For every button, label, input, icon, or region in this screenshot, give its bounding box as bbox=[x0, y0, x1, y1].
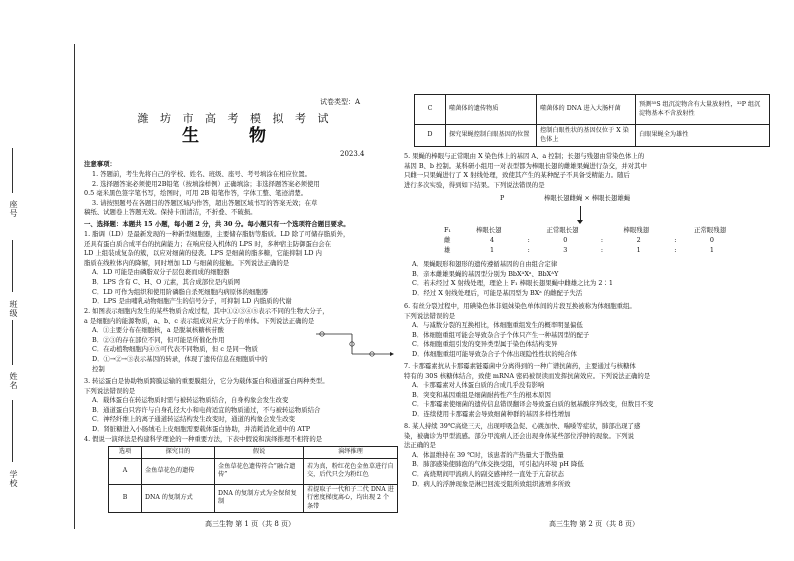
cross-column: 棒眼残翅 bbox=[623, 226, 650, 234]
ratio-value: 4 bbox=[490, 236, 495, 244]
table-cell: C bbox=[415, 95, 446, 125]
table-cell: 白眼果蝇全为雄性 bbox=[636, 125, 770, 147]
q1-stem-line: 还具有蛋白质合成平台的抗菌能力；在响应侵入机体的 LPS 时，多种宿主防御蛋白会在 bbox=[84, 239, 332, 248]
q2-option-d: D．①→②→③表示基因的转录，体现了遗传信息在细胞质中的 bbox=[92, 354, 268, 363]
q5-option-b: B．亲本雌雄果蝇的基因型分别为 BbXᴬXᵃ、BbXᴬY bbox=[412, 269, 559, 278]
q7-option-b: B．突变和基因重组是细菌耐药性产生的根本原因 bbox=[412, 390, 551, 399]
q6-option-d: D．体细胞重组可能导致杂合子个体出现隐性性状的纯合体 bbox=[412, 349, 577, 358]
notice-heading: 注意事项： bbox=[84, 160, 116, 168]
q3-option-b: B．通道蛋白只容许与自身孔径大小和电荷适宜的物质通过，不与被转运物质结合 bbox=[92, 405, 321, 414]
q3-stem-line: 下列说法错误的是 bbox=[84, 386, 136, 395]
question-7 bbox=[404, 362, 776, 420]
q5-option-c: C．若未经过 X 射线处理，理论上 F₁ 棒眼长翅果蝇中雌雄之比为 2∶1 bbox=[412, 279, 613, 288]
table-cell: B bbox=[109, 484, 142, 513]
question-6 bbox=[404, 302, 776, 360]
table-cell: 若提取子一代和子二代 DNA 进行密度梯度离心，均出现 2 个条带 bbox=[304, 484, 398, 513]
ratio-sep: : bbox=[600, 236, 604, 244]
cross-parents: 棒眼长翅雌蝇 × 棒眼长翅雄蝇 bbox=[544, 194, 631, 202]
q2-option-a: A．①主要分布在细胞核，a 是脱氧核糖核苷酸 bbox=[92, 326, 224, 335]
page-footer-1: 高三生物 第 1 页（共 8 页） bbox=[204, 520, 296, 528]
notice-item: 2. 选择题答案必须使用2B铅笔（按填涂样例）正确填涂；非选择题答案必须使用 bbox=[92, 179, 320, 188]
q1-option-a: A．LD 可能是由磷脂双分子层包裹而成的细胞器 bbox=[92, 268, 230, 277]
ratio-sep: : bbox=[600, 246, 604, 254]
cross-column: 棒眼长翅 bbox=[476, 226, 502, 234]
ratio-sep: : bbox=[527, 246, 530, 254]
q3-option-a: A．载体蛋白在转运物质时需与被转运物质结合，自身构象会发生改变 bbox=[92, 396, 289, 405]
q8-option-a: A．体温维持在 39 ℃时，该患者的产热量大于散热量 bbox=[412, 450, 564, 459]
cross-female-label: 雌 bbox=[444, 236, 451, 244]
notice-item: 3. 请按照题号在各题目的答题区域内作答，超出答题区域书写的答案无效；在草 bbox=[92, 198, 318, 207]
table-cell: A bbox=[109, 458, 142, 484]
table-cell: 噬菌体的遗传物质 bbox=[446, 95, 537, 125]
q6-stem-line: 6. 有丝分裂过程中，用碘染色体非姐妹染色单体间的片段互换被称为体细胞重组。 bbox=[404, 302, 636, 310]
table-cell: 金鱼草花色遗传符合“融合遗传” bbox=[215, 458, 304, 484]
table-cell: 噬菌体的 DNA 进入大肠杆菌 bbox=[537, 95, 636, 125]
q2-synthesis-diagram bbox=[312, 324, 396, 362]
cross-p-label: P bbox=[500, 194, 505, 202]
question-5 bbox=[404, 152, 776, 190]
q6-option-b: B．体细胞重组可能会导致杂合子个体只产生一种基因型的配子 bbox=[412, 330, 590, 339]
notice-list bbox=[84, 170, 398, 218]
q4-table-header bbox=[109, 447, 398, 459]
question-1 bbox=[84, 230, 400, 307]
q8-option-d: D．病人的浮肿现象是淋巴回流受阻所致组织液增多所致 bbox=[412, 479, 571, 488]
seat-label: 座号 bbox=[9, 200, 18, 218]
q1-stem-line: 脂质在线粒体内的降解，同时增加 LD 与细菌的接触。下列说法正确的是 bbox=[84, 258, 290, 267]
q5-option-d: D．经过 X 射线处理后，可能是基因型为 BXᵃ 的雌配子失活 bbox=[412, 288, 583, 297]
q6-option-a: A．与减数分裂的互换相比，体细胞重组发生的概率明显偏低 bbox=[412, 321, 583, 330]
q8-stem-line: 法正确的是 bbox=[404, 441, 436, 450]
subject-title: 生 物 bbox=[182, 126, 288, 146]
table-cell: DNA 的复制方式 bbox=[142, 484, 215, 513]
q2-option-c: C．在动植物细胞内④⑤可代表不同物质，但 c 是同一物质 bbox=[92, 345, 258, 354]
q6-stem-line: 下列说法错误的是 bbox=[404, 311, 456, 320]
q7-stem-line: 7. 卡那霉素抗从卡那霉素链霉菌中分离得到的一种广谱抗菌药，主要通过与核糖体 bbox=[404, 362, 636, 370]
table-cell: 若为真，粉红花色金鱼草进行自交，后代只会为粉红色 bbox=[304, 458, 398, 484]
table-cell: 控制白眼性状的基因仅位于 X 染色体上 bbox=[537, 125, 636, 147]
q4-header-cell: 探究目的 bbox=[142, 447, 215, 459]
ratio-value: 0 bbox=[709, 236, 714, 244]
ratio-value: 1 bbox=[636, 246, 641, 254]
table-row bbox=[109, 484, 398, 513]
q1-option-c: C．LD 可作为组织和使用阶磷脂自杀死细胞内病原体的细胞器 bbox=[92, 287, 269, 296]
q8-stem-line: 8. 某人持续 39℃高烧三天，出现呼吸急促、心跳加快、喘嗓等症状，肺部出现了感 bbox=[404, 422, 641, 430]
q1-stem-line: 1. 脂调（LD）是最新发现的一种新型细胞器，主要储存脂肪等脂质。LD 除了可储存脂质外， bbox=[84, 230, 350, 238]
notice-item: 稿纸、试题卷上答题无效。保持卡面清洁，不折叠、不破损。 bbox=[84, 208, 257, 217]
cross-f1-label: F₁ bbox=[444, 226, 451, 234]
q7-option-c: C．卡那霉素使细菌的遗传信息错误翻译会导致蛋白质的氨基酸序列改变，但数目不变 bbox=[412, 400, 654, 409]
cross-female-ratio bbox=[490, 236, 714, 246]
q8-stem-line: 染，被确诊为甲型流感。部分甲流病人还会出现身体某些部位浮肿的现象。下列说 bbox=[404, 431, 635, 440]
name-label: 姓名 bbox=[9, 372, 18, 390]
q7-option-a: A．卡那霉素对人体蛋白质的合成几乎没有影响 bbox=[412, 381, 545, 390]
table-cell: 金鱼草花色的遗传 bbox=[142, 458, 215, 484]
q4-table-continued bbox=[414, 94, 770, 147]
q4-header-cell: 演绎推理 bbox=[304, 447, 398, 459]
exam-type: 试卷类型：A bbox=[320, 98, 361, 106]
cross-column: 正常眼长翅 bbox=[546, 226, 579, 234]
ratio-value: 2 bbox=[636, 236, 641, 244]
q7-option-d: D．连续使用卡那霉素会导致细菌种群的基因多样性增加 bbox=[412, 409, 571, 418]
q5-cross-diagram bbox=[404, 194, 776, 258]
q1-stem-line: LD 上组装成复杂的簇，以应对细菌的侵袭。LPS 是细菌的脂多糖，它能抑制 LD 内 bbox=[84, 249, 322, 258]
q2-option-d-cont: 控制 bbox=[92, 364, 105, 373]
q5-stem-line: 只雌一只果蝇进行了 X 射线处理，致使其产生的某种配子不具备受精能力。随后 bbox=[404, 171, 630, 180]
q7-stem-line: 特有的 30S 核糖体结合，致使 mRNA 密码被误读而发挥抗菌效应。下列说法正确的是 bbox=[404, 371, 651, 380]
q5-option-a: A．果蝇眼形和翅形的遗传遵循基因的自由组合定律 bbox=[412, 260, 558, 268]
question-3 bbox=[84, 377, 400, 435]
class-blank bbox=[12, 240, 13, 292]
q5-stem-line: 进行多次实验，得到如下结果。下列说法错误的是 bbox=[404, 180, 545, 189]
q2-option-b: B．②③的存在部位不同，但可能是所催化作用 bbox=[92, 335, 225, 344]
name-blank bbox=[12, 320, 13, 365]
q8-option-b: B．肺部感染使肺泡的气体交换受阻，可引起内环境 pH 降低 bbox=[412, 460, 584, 469]
cross-male-label: 雄 bbox=[444, 246, 451, 254]
ratio-value: 1 bbox=[709, 246, 714, 254]
cross-column: 正常眼残翅 bbox=[694, 226, 726, 234]
cross-columns bbox=[476, 226, 726, 236]
table-row bbox=[415, 125, 770, 147]
ratio-sep: : bbox=[674, 246, 677, 254]
q1-option-b: B．LPS 含有 C、H、O 元素，其合成部位是内质网 bbox=[92, 277, 241, 286]
school-blank bbox=[12, 400, 13, 462]
cross-arrowhead bbox=[577, 220, 583, 224]
table-row bbox=[415, 95, 770, 125]
class-label: 班级 bbox=[9, 300, 18, 318]
notice-item: 0.5 毫米黑色签字笔书写，绘图时，可用 2B 铅笔作答，字体工整、笔迹清楚。 bbox=[84, 189, 308, 198]
q2-stem-line: a 是细胞内的能源物质，a、b、c 表示组成对应大分子的单体。下列说法正确的是 bbox=[84, 316, 315, 325]
q5-options bbox=[412, 260, 776, 298]
q4-table bbox=[108, 446, 398, 513]
table-row bbox=[109, 458, 398, 484]
table-cell: D bbox=[415, 125, 446, 147]
q3-option-d: D．肾脏糖进入小肠绒毛上皮细胞需要载体蛋白协助，并消耗消化道中的 ATP bbox=[92, 424, 311, 433]
q5-stem-line: 基因 B、b 控制。某科研小组用一对表型都为棒眼长翅的雌雄果蝇进行杂交，并对其中 bbox=[404, 161, 647, 170]
q3-option-c: C．神经纤维上的离子通道转运结构发生改变时，通道的构象会发生改变 bbox=[92, 415, 295, 424]
ratio-sep: : bbox=[527, 236, 530, 244]
school-label: 学校 bbox=[9, 470, 18, 488]
q4-header-cell: 选项 bbox=[109, 447, 142, 459]
q8-option-c: C．高烧期间甲流病人的副交感神经一直处于亢奋状态 bbox=[412, 469, 564, 478]
exam-title: 潍 坊 市 高 考 模 拟 考 试 bbox=[137, 112, 333, 125]
q1-option-d: D．LPS 是由哺乳动物细胞产生的信号分子，可抑制 LD 内脂质的代谢 bbox=[92, 297, 292, 306]
exam-date: 2023.4 bbox=[340, 150, 365, 158]
seat-blank bbox=[12, 148, 13, 193]
binding-line bbox=[74, 44, 75, 529]
table-cell: 探究果蝇控制白眼基因的位置 bbox=[446, 125, 537, 147]
q6-option-c: C．体细胞重组引发的变异类型属于染色体结构变异 bbox=[412, 340, 558, 349]
ratio-value: 0 bbox=[563, 236, 568, 244]
q4-header-cell: 假说 bbox=[215, 447, 304, 459]
q2-stem-line: 2. 如图表示细胞内发生的某些物质合成过程，其中①②③④⑤表示不同的生物大分子， bbox=[84, 307, 329, 315]
q5-stem-line: 5. 果蝇的棒眼与正常眼由 X 染色体上的基因 A、a 控制；长翅与残翅由常染色体上的 bbox=[404, 152, 645, 160]
cross-male-ratio bbox=[490, 246, 714, 256]
q3-stem-line: 3. 转运蛋白是协助物质跨膜运输的重要膜组分，它分为载体蛋白和通道蛋白两种类型。 bbox=[84, 377, 329, 385]
ratio-sep: : bbox=[674, 236, 677, 244]
notice-item: 1. 答题前，考生先将自己的学校、姓名、班级、座号、考号填涂在相应位置。 bbox=[92, 170, 312, 178]
page-footer-2: 高三生物 第 2 页（共 8 页） bbox=[548, 520, 640, 528]
ratio-value: 1 bbox=[490, 246, 495, 254]
section-1-heading: 一、选择题：本题共 15 小题，每小题 2 分，共 30 分。每小题只有一个选项符合题目要求。 bbox=[84, 220, 350, 228]
table-cell: DNA 的复制方式为全保留复制 bbox=[215, 484, 304, 513]
table-cell: 预测³⁵S 组沉淀物含有大量放射性，³²P 组沉淀物基本不含放射性 bbox=[636, 95, 770, 125]
question-8 bbox=[404, 422, 776, 489]
question-4-stem: 4. 假说一演绎法是构建科学理论的一种重要方法，下表中假说和演绎推理不相符的是 bbox=[84, 435, 323, 443]
ratio-value: 3 bbox=[563, 246, 568, 254]
